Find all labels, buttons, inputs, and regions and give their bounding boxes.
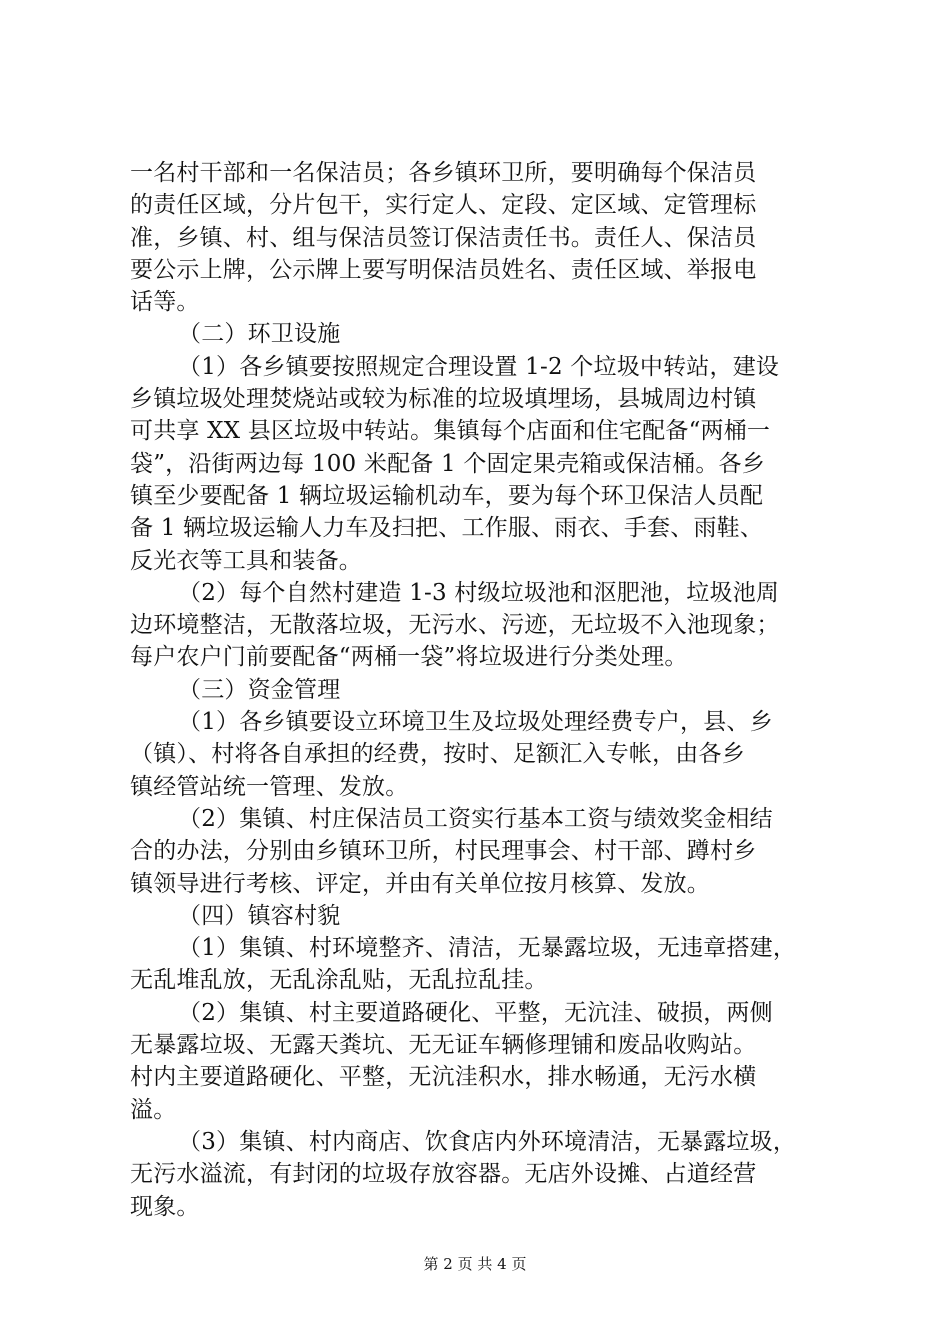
paragraph-line: 无暴露垃圾、无露天粪坑、无无证车辆修理铺和废品收购站。: [130, 1032, 757, 1059]
paragraph-line: 一名村干部和一名保洁员；各乡镇环卫所，要明确每个保洁员: [130, 160, 757, 186]
paragraph-line: 每户农户门前要配备“两桶一袋”将垃圾进行分类处理。: [130, 644, 688, 671]
paragraph-line: 袋”，沿街两边每 100 米配备 1 个固定果壳箱或保洁桶。各乡: [130, 450, 765, 477]
paragraph-line-indented: （二）环卫设施: [178, 321, 341, 348]
paragraph-line: 乡镇垃圾处理焚烧站或较为标准的垃圾填埋场，县城周边村镇: [130, 386, 757, 413]
paragraph-line: 合的办法，分别由乡镇环卫所，村民理事会、村干部、蹲村乡: [130, 838, 757, 865]
paragraph-line: 镇至少要配备 1 辆垃圾运输机动车，要为每个环卫保洁人员配: [130, 482, 764, 509]
paragraph-line: 现象。: [130, 1193, 200, 1220]
document-body: [130, 157, 835, 1223]
paragraph-line-indented: （2）集镇、村庄保洁员工资实行基本工资与绩效奖金相结: [178, 805, 773, 832]
paragraph-line-indented: （1）各乡镇要设立环境卫生及垃圾处理经费专户，县、乡: [178, 709, 773, 736]
paragraph-line: 镇经管站统一管理、发放。: [130, 773, 409, 800]
paragraph-line: （镇）、村将各自承担的经费，按时、足额汇入专帐，由各乡: [130, 741, 745, 768]
paragraph-line: 要公示上牌，公示牌上要写明保洁员姓名、责任区域、举报电: [130, 256, 757, 283]
paragraph-line: 溢。: [130, 1096, 177, 1123]
paragraph-line: 边环境整洁，无散落垃圾，无污水、污迹，无垃圾不入池现象；: [130, 612, 780, 639]
paragraph-line: 备 1 辆垃圾运输人力车及扫把、工作服、雨衣、手套、雨鞋、: [130, 515, 764, 542]
paragraph-line-indented: （3）集镇、村内商店、饮食店内外环境清洁，无暴露垃圾，: [178, 1128, 797, 1155]
paragraph-line: 无乱堆乱放，无乱涂乱贴，无乱拉乱挂。: [130, 967, 548, 994]
paragraph-line: 话等。: [130, 289, 200, 316]
paragraph-line-indented: （1）各乡镇要按照规定合理设置 1-2 个垃圾中转站，建设: [178, 353, 780, 380]
paragraph-line-indented: （三）资金管理: [178, 676, 341, 703]
paragraph-line: 的责任区域，分片包干，实行定人、定段、定区域、定管理标: [130, 192, 757, 219]
paragraph-line-indented: （四）镇容村貌: [178, 902, 341, 929]
paragraph-line: 可共享 XX 县区垃圾中转站。集镇每个店面和住宅配备“两桶一: [130, 418, 771, 445]
paragraph-line: 反光衣等工具和装备。: [130, 547, 362, 574]
paragraph-line: 镇领导进行考核、评定，并由有关单位按月核算、发放。: [130, 870, 710, 897]
paragraph-line-indented: （1）集镇、村环境整齐、清洁，无暴露垃圾，无违章搭建，: [178, 935, 797, 962]
paragraph-line-indented: （2）每个自然村建造 1-3 村级垃圾池和沤肥池，垃圾池周: [178, 579, 780, 606]
paragraph-line-indented: （2）集镇、村主要道路硬化、平整，无沆洼、破损，两侧: [178, 999, 773, 1026]
paragraph-line: 无污水溢流，有封闭的垃圾存放容器。无店外设摊、占道经营: [130, 1161, 757, 1188]
paragraph-line: 村内主要道路硬化、平整，无沆洼积水，排水畅通，无污水横: [130, 1064, 757, 1091]
page-number-footer: 第 2 页 共 4 页: [423, 1255, 527, 1273]
paragraph-line: 准，乡镇、村、组与保洁员签订保洁责任书。责任人、保洁员: [130, 224, 757, 251]
